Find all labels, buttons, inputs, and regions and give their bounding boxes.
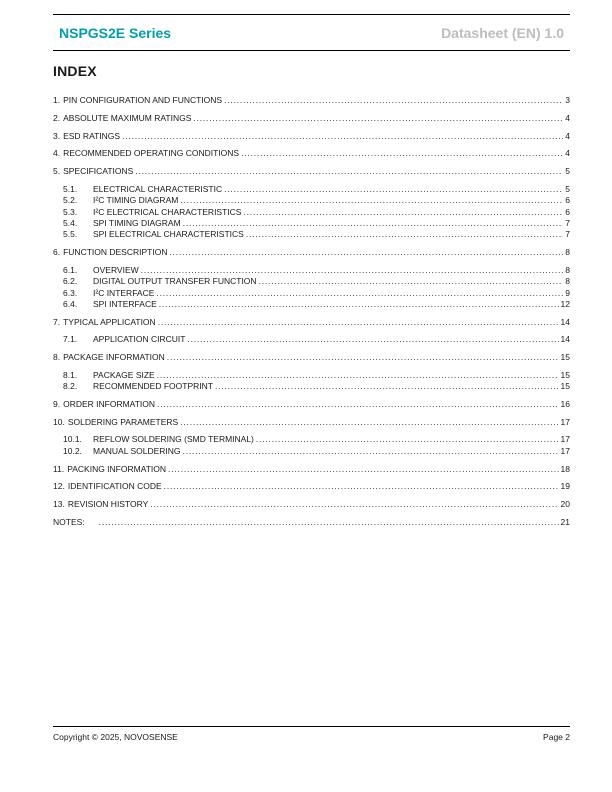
toc-entry-title: PACKING INFORMATION xyxy=(67,463,167,474)
toc-entry[interactable] xyxy=(53,113,570,124)
toc-entry-number: 11. xyxy=(53,463,65,474)
toc-dot-leader xyxy=(169,247,563,258)
toc-entry-title: SPECIFICATIONS xyxy=(63,166,134,177)
toc-entry-number: 5.3. xyxy=(63,206,78,217)
toc-page-number: 19 xyxy=(560,481,570,492)
toc-entry-title: TYPICAL APPLICATION xyxy=(63,316,156,327)
toc-entry[interactable] xyxy=(53,148,570,159)
toc-dot-leader xyxy=(259,276,564,287)
toc-entry-title: ORDER INFORMATION xyxy=(63,398,156,409)
toc-entry-number: 2. xyxy=(53,113,61,123)
toc-entry-number: 8.2. xyxy=(63,381,78,392)
toc-entry[interactable] xyxy=(53,299,570,310)
toc-page-number: 4 xyxy=(565,130,570,141)
toc-dot-leader xyxy=(168,464,558,475)
toc-dot-leader xyxy=(256,434,559,445)
page-header xyxy=(53,14,570,51)
toc-dot-leader xyxy=(246,229,563,240)
toc-dot-leader xyxy=(159,299,559,310)
toc-page-number: 6 xyxy=(565,206,570,217)
toc-entry[interactable] xyxy=(53,317,570,328)
page-footer xyxy=(53,726,570,742)
toc-entry-number: 10.2. xyxy=(63,445,82,456)
toc-entry[interactable] xyxy=(53,481,570,492)
toc-entry-title: DIGITAL OUTPUT TRANSFER FUNCTION xyxy=(93,276,257,287)
series-title: NSPGS2E Series xyxy=(59,24,172,41)
toc-entry-title: SPI ELECTRICAL CHARACTERISTICS xyxy=(93,229,244,240)
toc-entry[interactable] xyxy=(53,334,570,345)
toc-entry-title: PIN CONFIGURATION AND FUNCTIONS xyxy=(63,95,223,106)
toc-entry-number: 8.1. xyxy=(63,369,78,380)
toc-entry-title: ABSOLUTE MAXIMUM RATINGS xyxy=(63,113,192,123)
toc-entry[interactable] xyxy=(53,499,570,510)
toc-entry-title: I²C INTERFACE xyxy=(93,287,155,298)
toc-entry-number: 13. xyxy=(53,498,65,509)
footer-copyright: Copyright © 2025, NOVOSENSE xyxy=(53,732,178,742)
toc-entry-number: 10.1. xyxy=(63,434,82,445)
toc-dot-leader xyxy=(156,288,563,299)
toc-entry-number: 6.2. xyxy=(63,276,78,287)
toc-entry[interactable] xyxy=(53,276,570,287)
toc-entry-number: 6.1. xyxy=(63,264,78,275)
toc-page-number: 17 xyxy=(560,416,570,427)
toc-entry[interactable] xyxy=(53,166,570,177)
toc-dot-leader xyxy=(157,399,559,410)
toc-page-number: 21 xyxy=(560,516,570,527)
toc-entry-number: 5.4. xyxy=(63,218,78,229)
toc-page-number: 8 xyxy=(565,264,570,275)
toc-dot-leader xyxy=(141,265,564,276)
index-heading: INDEX xyxy=(53,63,97,79)
toc-dot-leader xyxy=(224,184,563,195)
toc-dot-leader xyxy=(224,95,563,106)
toc-dot-leader xyxy=(157,370,559,381)
toc-entry-title: MANUAL SOLDERING xyxy=(93,445,181,456)
toc-page-number: 4 xyxy=(565,148,570,159)
toc-page-number: 20 xyxy=(560,498,570,509)
toc-entry-number: 9. xyxy=(53,398,61,409)
toc-page-number: 16 xyxy=(560,398,570,409)
toc-dot-leader xyxy=(241,148,563,159)
toc-entry[interactable] xyxy=(53,446,570,457)
datasheet-version-label: Datasheet (EN) 1.0 xyxy=(441,24,564,41)
toc-entry[interactable] xyxy=(53,195,570,206)
toc-entry[interactable] xyxy=(53,131,570,142)
toc-entry-number: 3. xyxy=(53,130,61,141)
toc-dot-leader xyxy=(135,166,563,177)
toc-entry[interactable] xyxy=(53,229,570,240)
toc-entry[interactable] xyxy=(53,417,570,428)
toc-page-number: 5 xyxy=(565,183,570,194)
toc-dot-leader xyxy=(180,195,563,206)
toc-entry-title: RECOMMENDED OPERATING CONDITIONS xyxy=(63,148,240,159)
toc-page-number: 6 xyxy=(565,195,570,206)
toc-entry-title: ESD RATINGS xyxy=(63,130,121,141)
toc-page-number: 7 xyxy=(565,218,570,229)
toc-entry-number: 5.2. xyxy=(63,195,78,206)
toc-dot-leader xyxy=(167,352,559,363)
toc-page-number: 8 xyxy=(565,276,570,287)
toc-entry-number: 5.5. xyxy=(63,229,78,240)
toc-entry-number: 5.1. xyxy=(63,183,78,194)
toc-entry[interactable] xyxy=(53,95,570,106)
toc-dot-leader xyxy=(187,334,558,345)
toc-page-number: 4 xyxy=(565,113,570,123)
toc-entry-number: 5. xyxy=(53,166,61,177)
toc-page-number: 14 xyxy=(560,334,570,345)
toc-entry-title: I²C ELECTRICAL CHARACTERISTICS xyxy=(93,206,242,217)
toc-page-number: 9 xyxy=(565,287,570,298)
toc-entry[interactable] xyxy=(53,218,570,229)
toc-page-number: 17 xyxy=(560,445,570,456)
toc-dot-leader xyxy=(183,446,559,457)
toc-entry-title: REFLOW SOLDERING (SMD TERMINAL) xyxy=(93,434,254,445)
toc-entry-title: SPI TIMING DIAGRAM xyxy=(93,218,181,229)
toc-entry-number: 12. xyxy=(53,481,65,492)
toc-entry-number: 6.4. xyxy=(63,299,78,310)
toc-entry-number: 7. xyxy=(53,316,61,327)
toc-entry-number: 1. xyxy=(53,95,61,106)
toc-dot-leader xyxy=(215,381,559,392)
toc-page-number: 12 xyxy=(560,299,570,310)
toc-entry[interactable] xyxy=(53,288,570,299)
toc-entry[interactable] xyxy=(53,247,570,258)
toc-entry-title: IDENTIFICATION CODE xyxy=(67,481,162,492)
toc-entry[interactable] xyxy=(53,464,570,475)
toc-page-number: 3 xyxy=(565,95,570,106)
toc-entry-title: PACKAGE INFORMATION xyxy=(63,352,165,363)
toc-page-number: 5 xyxy=(565,166,570,177)
toc-entry-title: SPI INTERFACE xyxy=(93,299,157,310)
toc-dot-leader xyxy=(243,207,563,218)
toc-entry[interactable] xyxy=(53,434,570,445)
toc-page-number: 18 xyxy=(560,463,570,474)
toc-entry-title: RECOMMENDED FOOTPRINT xyxy=(93,381,213,392)
table-of-contents xyxy=(53,89,570,528)
toc-entry-title: OVERVIEW xyxy=(93,264,139,275)
toc-entry-title: SOLDERING PARAMETERS xyxy=(67,416,179,427)
toc-entry-title: PACKAGE SIZE xyxy=(93,369,155,380)
toc-page-number: 8 xyxy=(565,247,570,258)
toc-page-number: 7 xyxy=(565,229,570,240)
toc-dot-leader xyxy=(99,517,559,528)
toc-entry-title: ELECTRICAL CHARACTERISTIC xyxy=(93,183,223,194)
toc-dot-leader xyxy=(180,417,558,428)
toc-dot-leader xyxy=(193,113,563,124)
toc-page-number: 15 xyxy=(560,352,570,363)
toc-page-number: 15 xyxy=(560,369,570,380)
toc-entry-number: 6. xyxy=(53,247,61,258)
toc-page-number: 14 xyxy=(560,316,570,327)
toc-entry-number: 7.1. xyxy=(63,334,78,345)
toc-entry-title: I²C TIMING DIAGRAM xyxy=(93,195,179,206)
toc-dot-leader xyxy=(158,317,559,328)
toc-entry-number: 4. xyxy=(53,148,61,159)
toc-dot-leader xyxy=(122,131,563,142)
toc-page-number: 17 xyxy=(560,434,570,445)
toc-entry-title: NOTES: xyxy=(53,516,85,527)
toc-entry-number: 8. xyxy=(53,352,61,363)
toc-entry-number: 6.3. xyxy=(63,287,78,298)
toc-entry[interactable] xyxy=(53,352,570,363)
toc-entry[interactable] xyxy=(53,381,570,392)
toc-entry[interactable] xyxy=(53,517,570,528)
toc-entry[interactable] xyxy=(53,184,570,195)
toc-entry-number: 10. xyxy=(53,416,65,427)
toc-dot-leader xyxy=(183,218,564,229)
toc-entry-title: APPLICATION CIRCUIT xyxy=(93,334,186,345)
toc-entry[interactable] xyxy=(53,207,570,218)
toc-page-number: 15 xyxy=(560,381,570,392)
toc-entry-title: REVISION HISTORY xyxy=(67,498,149,509)
toc-entry-title: FUNCTION DESCRIPTION xyxy=(63,247,168,258)
toc-entry[interactable] xyxy=(53,399,570,410)
footer-page-number: Page 2 xyxy=(543,732,570,742)
toc-dot-leader xyxy=(150,499,558,510)
toc-dot-leader xyxy=(164,481,559,492)
toc-entry[interactable] xyxy=(53,370,570,381)
toc-entry[interactable] xyxy=(53,265,570,276)
